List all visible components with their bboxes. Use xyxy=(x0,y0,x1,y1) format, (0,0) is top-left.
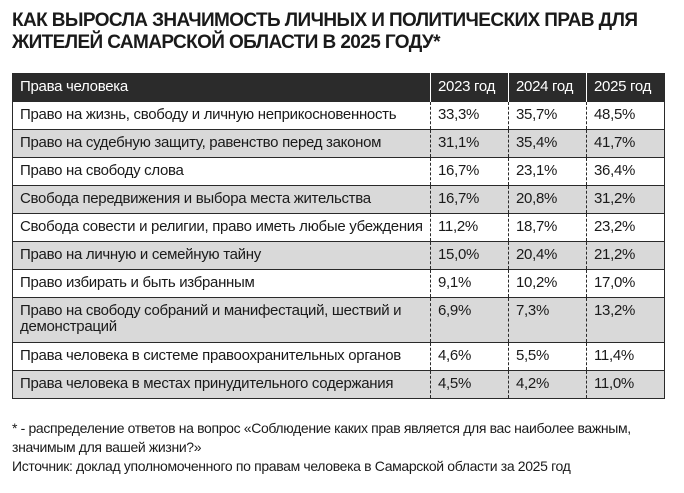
source-line: Источник: доклад уполномоченного по правам человека в Самарской области за 2025 год xyxy=(12,458,571,474)
value-cell: 36,4% xyxy=(587,158,665,186)
value-cell: 33,3% xyxy=(431,102,509,130)
table-row xyxy=(13,298,665,343)
value-cell: 11,0% xyxy=(587,371,665,399)
value-cell: 23,1% xyxy=(509,158,587,186)
row-label: Право на личную и семейную тайну xyxy=(13,242,431,270)
value-cell: 5,5% xyxy=(509,343,587,371)
value-cell: 35,4% xyxy=(509,130,587,158)
value-cell: 31,2% xyxy=(587,186,665,214)
value-cell: 21,2% xyxy=(587,242,665,270)
value-cell: 4,2% xyxy=(509,371,587,399)
value-cell: 6,9% xyxy=(431,298,509,343)
value-cell: 20,8% xyxy=(509,186,587,214)
rights-table xyxy=(12,73,665,399)
value-cell: 16,7% xyxy=(431,158,509,186)
notes xyxy=(12,419,672,476)
value-cell: 15,0% xyxy=(431,242,509,270)
row-label: Право избирать и быть избранным xyxy=(13,270,431,298)
column-header: 2023 год xyxy=(431,74,509,102)
value-cell: 20,4% xyxy=(509,242,587,270)
table-row xyxy=(13,371,665,399)
table-row xyxy=(13,186,665,214)
table-row xyxy=(13,214,665,242)
row-label: Право на свободу собраний и манифестаций, шествий и демонстраций xyxy=(13,298,431,343)
table-body xyxy=(13,102,665,399)
chart-title: КАК ВЫРОСЛА ЗНАЧИМОСТЬ ЛИЧНЫХ И ПОЛИТИЧЕСКИХ ПРАВ ДЛЯ ЖИТЕЛЕЙ САМАРСКОЙ ОБЛАСТИ В 2025 ГОДУ* xyxy=(12,10,638,53)
row-label: Права человека в местах принудительного содержания xyxy=(13,371,431,399)
column-header: 2025 год xyxy=(587,74,665,102)
value-cell: 41,7% xyxy=(587,130,665,158)
value-cell: 4,5% xyxy=(431,371,509,399)
value-cell: 9,1% xyxy=(431,270,509,298)
value-cell: 13,2% xyxy=(587,298,665,343)
column-header: 2024 год xyxy=(509,74,587,102)
footnote: * - распределение ответов на вопрос «Соблюдение каких прав является для вас наиболее важным, значимым для вашей жизни?» xyxy=(12,420,631,455)
row-label: Право на судебную защиту, равенство перед законом xyxy=(13,130,431,158)
row-label: Свобода передвижения и выбора места жительства xyxy=(13,186,431,214)
table-row xyxy=(13,343,665,371)
table-row xyxy=(13,270,665,298)
value-cell: 7,3% xyxy=(509,298,587,343)
value-cell: 11,4% xyxy=(587,343,665,371)
value-cell: 48,5% xyxy=(587,102,665,130)
table-row xyxy=(13,130,665,158)
value-cell: 11,2% xyxy=(431,214,509,242)
row-label: Право на жизнь, свободу и личную неприкосновенность xyxy=(13,102,431,130)
value-cell: 18,7% xyxy=(509,214,587,242)
table-row xyxy=(13,102,665,130)
value-cell: 4,6% xyxy=(431,343,509,371)
row-label: Свобода совести и религии, право иметь любые убеждения xyxy=(13,214,431,242)
row-label: Права человека в системе правоохранительных органов xyxy=(13,343,431,371)
table-row xyxy=(13,158,665,186)
value-cell: 10,2% xyxy=(509,270,587,298)
value-cell: 17,0% xyxy=(587,270,665,298)
value-cell: 23,2% xyxy=(587,214,665,242)
value-cell: 31,1% xyxy=(431,130,509,158)
row-label: Право на свободу слова xyxy=(13,158,431,186)
table-row xyxy=(13,242,665,270)
value-cell: 16,7% xyxy=(431,186,509,214)
table-header-row xyxy=(13,74,665,102)
column-header: Права человека xyxy=(13,74,431,102)
value-cell: 35,7% xyxy=(509,102,587,130)
